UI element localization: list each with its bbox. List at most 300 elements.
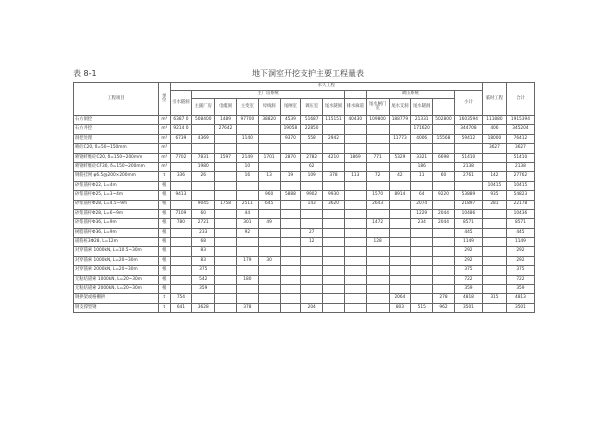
row-value — [258, 144, 280, 153]
row-value — [301, 294, 323, 303]
row-value: 44 — [236, 209, 258, 218]
row-value — [280, 228, 301, 237]
row-value — [323, 144, 345, 153]
row-value: 9220 — [433, 191, 455, 200]
row-value — [280, 275, 301, 284]
row-value: 445 — [506, 228, 534, 237]
table-caption — [73, 68, 543, 80]
row-value: 2149 — [236, 153, 258, 162]
row-value — [301, 256, 323, 265]
header-col-0: 引水隧洞 — [170, 91, 192, 116]
row-value: 935 — [483, 191, 507, 200]
row-value — [170, 256, 192, 265]
row-value: 1915394 — [506, 116, 534, 125]
row-item-name: 砂浆锚杆Φ28, L=4.5~9m — [74, 200, 159, 209]
row-unit: 根 — [159, 256, 170, 265]
table-row — [74, 294, 535, 303]
row-unit: t — [159, 294, 170, 303]
row-value: 59412 — [454, 134, 482, 143]
row-value: 180 — [236, 275, 258, 284]
row-value — [236, 266, 258, 275]
row-value — [483, 162, 507, 171]
table-row — [74, 116, 535, 125]
row-value: 19058 — [280, 125, 301, 134]
header-power-group: 主厂房系统 — [192, 91, 345, 99]
row-value — [483, 247, 507, 256]
row-item-name: 钢支撑型钢 — [74, 303, 159, 312]
row-value — [483, 228, 507, 237]
row-value: 27642 — [215, 125, 237, 134]
row-value — [280, 238, 301, 247]
row-unit: 根 — [159, 238, 170, 247]
row-value: 301 — [236, 219, 258, 228]
row-value: 53889 — [454, 191, 482, 200]
row-value: 292 — [506, 256, 534, 265]
row-value — [301, 209, 323, 218]
row-value: 1489 — [215, 116, 237, 125]
table-row — [74, 266, 535, 275]
row-value — [215, 256, 237, 265]
row-value: 542 — [192, 275, 215, 284]
row-value — [170, 200, 192, 209]
row-value — [258, 125, 280, 134]
row-value — [344, 294, 366, 303]
row-value — [280, 294, 301, 303]
row-value — [215, 275, 237, 284]
row-value — [280, 162, 301, 171]
row-value — [389, 181, 411, 190]
table-row — [74, 256, 535, 265]
row-item-name: 对穿锚索 2000kN, L=20~30m — [74, 266, 159, 275]
row-value: 143 — [301, 200, 323, 209]
row-value — [236, 125, 258, 134]
row-value: 2138 — [454, 162, 482, 171]
row-value: 179 — [236, 256, 258, 265]
row-value — [366, 228, 389, 237]
row-value — [215, 303, 237, 312]
row-value — [323, 125, 345, 134]
header-item: 工程项目 — [74, 83, 159, 116]
row-value: 4818 — [454, 294, 482, 303]
row-unit: t — [159, 172, 170, 181]
header-col-6: 调压室 — [301, 99, 323, 116]
row-value — [344, 144, 366, 153]
row-value: 10 — [236, 162, 258, 171]
row-value: 1980 — [192, 162, 215, 171]
row-value: 9045 — [192, 200, 215, 209]
row-value — [170, 238, 192, 247]
header-unit: 单位 — [159, 83, 170, 116]
row-value: 18000 — [483, 134, 507, 143]
row-value: 2761 — [454, 172, 482, 181]
row-unit: 根 — [159, 247, 170, 256]
row-value: 19 — [280, 172, 301, 181]
row-value: 1570 — [366, 191, 389, 200]
row-value: 1701 — [258, 153, 280, 162]
row-value — [301, 181, 323, 190]
row-item-name: 锚筋桩3Φ28, L=12m — [74, 238, 159, 247]
table-row — [74, 125, 535, 134]
row-value — [344, 209, 366, 218]
table-body — [74, 116, 535, 313]
row-value: 40430 — [344, 116, 366, 125]
header-col-10: 尾水支洞 — [389, 99, 411, 116]
row-value: 22178 — [506, 200, 534, 209]
row-unit: t — [159, 303, 170, 312]
row-value — [366, 285, 389, 294]
row-value: 3620 — [323, 200, 345, 209]
row-value — [411, 228, 433, 237]
row-value — [215, 191, 237, 200]
row-value: 10436 — [506, 209, 534, 218]
row-value — [215, 238, 237, 247]
row-value: 83 — [192, 247, 215, 256]
table-row — [74, 144, 535, 153]
row-value — [389, 247, 411, 256]
row-value: 1149 — [454, 238, 482, 247]
row-value: 188779 — [389, 116, 411, 125]
row-value — [344, 228, 366, 237]
row-value — [301, 285, 323, 294]
row-value: 2942 — [323, 134, 345, 143]
row-value: 142 — [483, 172, 507, 181]
row-item-name: 砂浆锚杆Φ36, L=9m — [74, 219, 159, 228]
row-value: 508400 — [192, 116, 215, 125]
row-value: 115151 — [323, 116, 345, 125]
row-value: 204 — [301, 303, 323, 312]
row-value — [366, 303, 389, 312]
row-value — [215, 181, 237, 190]
row-value — [433, 181, 455, 190]
row-value — [301, 266, 323, 275]
row-value: 3321 — [411, 153, 433, 162]
row-value — [344, 219, 366, 228]
row-value: 2064 — [389, 294, 411, 303]
row-value: 1758 — [215, 200, 237, 209]
row-value — [433, 256, 455, 265]
table-row — [74, 153, 535, 162]
header-subtotal: 小计 — [454, 91, 482, 116]
table-row — [74, 228, 535, 237]
row-value — [170, 228, 192, 237]
row-value: 315 — [483, 294, 507, 303]
row-value: 722 — [454, 275, 482, 284]
table-row — [74, 285, 535, 294]
table-row — [74, 275, 535, 284]
row-item-name: 石方井挖 — [74, 125, 159, 134]
row-value — [258, 238, 280, 247]
row-value: 72 — [366, 172, 389, 181]
row-value: 109 — [301, 172, 323, 181]
row-value — [389, 200, 411, 209]
row-value: 2643 — [366, 200, 389, 209]
row-value — [344, 303, 366, 312]
row-value: 641 — [170, 303, 192, 312]
row-value: 68 — [192, 238, 215, 247]
row-value: 62 — [301, 162, 323, 171]
row-value — [215, 144, 237, 153]
row-value: 962 — [433, 303, 455, 312]
row-unit: m³ — [159, 144, 170, 153]
header-col-2: 电缆洞 — [215, 99, 237, 116]
row-value: 60 — [192, 209, 215, 218]
row-value: 645 — [258, 200, 280, 209]
row-value: 109800 — [366, 116, 389, 125]
row-value: 10486 — [454, 209, 482, 218]
row-value — [483, 285, 507, 294]
row-value: 406 — [483, 125, 507, 134]
row-value: 10415 — [483, 181, 507, 190]
row-value — [192, 181, 215, 190]
row-value — [389, 238, 411, 247]
row-value — [301, 219, 323, 228]
row-value: 171620 — [411, 125, 433, 134]
row-value: 292 — [454, 247, 482, 256]
row-value: 26 — [192, 172, 215, 181]
row-item-name: 钢筋挂网 φ6.5@200×200mm — [74, 172, 159, 181]
header-col-5: 尾闸室 — [280, 99, 301, 116]
row-value — [170, 247, 192, 256]
row-value — [236, 144, 258, 153]
table-row — [74, 162, 535, 171]
row-item-name: 树脂锚杆Φ36, L=9m — [74, 228, 159, 237]
header-col-7: 尾水隧洞 — [323, 99, 345, 116]
row-value: 51410 — [506, 153, 534, 162]
row-value: 375 — [454, 266, 482, 275]
row-value — [411, 181, 433, 190]
row-value: 359 — [506, 285, 534, 294]
header-col-9: 尾水闸门室 — [366, 99, 389, 116]
row-value: 12 — [301, 238, 323, 247]
row-value — [366, 125, 389, 134]
row-value — [344, 256, 366, 265]
row-value: 3628 — [192, 303, 215, 312]
row-value: 2074 — [411, 200, 433, 209]
row-value — [215, 294, 237, 303]
row-value: 111880 — [483, 116, 507, 125]
row-value: 515 — [411, 303, 433, 312]
row-value: 4210 — [323, 153, 345, 162]
table-row — [74, 134, 535, 143]
row-value: 1472 — [366, 219, 389, 228]
row-value — [280, 303, 301, 312]
row-value — [323, 303, 345, 312]
row-value: 359 — [454, 285, 482, 294]
row-value — [366, 134, 389, 143]
row-value: 1229 — [411, 209, 433, 218]
row-unit: 根 — [159, 275, 170, 284]
row-value — [236, 191, 258, 200]
row-value — [215, 285, 237, 294]
row-value — [366, 209, 389, 218]
table-row — [74, 219, 535, 228]
row-value — [280, 200, 301, 209]
row-value: 344708 — [454, 125, 482, 134]
row-value: 378 — [323, 172, 345, 181]
row-value: 83 — [192, 256, 215, 265]
row-value: 42 — [389, 172, 411, 181]
row-value — [344, 125, 366, 134]
row-value — [280, 247, 301, 256]
row-unit: m³ — [159, 134, 170, 143]
header-col-4: 母线洞 — [258, 99, 280, 116]
row-value: 780 — [170, 219, 192, 228]
header-permanent: 永久工程 — [170, 83, 482, 91]
row-value — [170, 162, 192, 171]
row-value: 54823 — [506, 191, 534, 200]
row-value: 960 — [258, 191, 280, 200]
row-value — [280, 256, 301, 265]
row-unit: 根 — [159, 228, 170, 237]
row-value: 1869 — [344, 153, 366, 162]
row-value: 7831 — [192, 153, 215, 162]
row-value — [344, 200, 366, 209]
row-value — [258, 303, 280, 312]
row-item-name: 对穿锚索 1000kN, L=20~30m — [74, 256, 159, 265]
row-value: 278 — [433, 294, 455, 303]
row-value: 2138 — [506, 162, 534, 171]
row-value — [344, 191, 366, 200]
row-value — [215, 247, 237, 256]
row-value — [323, 238, 345, 247]
row-value: 375 — [506, 266, 534, 275]
row-value — [323, 247, 345, 256]
row-value — [483, 275, 507, 284]
row-value — [192, 294, 215, 303]
row-value — [258, 275, 280, 284]
row-value: 2870 — [280, 153, 301, 162]
row-value: 49 — [258, 219, 280, 228]
row-value: 233 — [192, 228, 215, 237]
row-value — [483, 256, 507, 265]
row-value — [236, 238, 258, 247]
row-value — [344, 181, 366, 190]
row-value — [344, 266, 366, 275]
row-value: 722 — [506, 275, 534, 284]
row-value: 292 — [506, 247, 534, 256]
header-diversion-group: 调压系统 — [366, 91, 454, 99]
row-value: 345204 — [506, 125, 534, 134]
row-value: 21331 — [411, 116, 433, 125]
row-value — [258, 247, 280, 256]
row-value — [258, 181, 280, 190]
row-value: 2511 — [236, 200, 258, 209]
row-value — [411, 238, 433, 247]
row-value — [280, 181, 301, 190]
row-value — [215, 209, 237, 218]
row-value — [170, 181, 192, 190]
row-value — [323, 209, 345, 218]
row-unit: 根 — [159, 266, 170, 275]
row-value — [344, 285, 366, 294]
table-row — [74, 247, 535, 256]
row-value — [411, 285, 433, 294]
row-value: 64 — [411, 191, 433, 200]
row-value — [366, 275, 389, 284]
row-value — [433, 162, 455, 171]
row-value: 6698 — [433, 153, 455, 162]
row-value: 9214 0 — [170, 125, 192, 134]
row-value — [280, 209, 301, 218]
row-value — [366, 266, 389, 275]
row-value: 1140 — [236, 134, 258, 143]
row-value: 7702 — [170, 153, 192, 162]
row-value: 502800 — [433, 116, 455, 125]
row-value — [344, 275, 366, 284]
table-row — [74, 191, 535, 200]
header-col-8: 排水廊道 — [344, 99, 366, 116]
row-value: 3627 — [483, 144, 507, 153]
row-value: 1149 — [506, 238, 534, 247]
row-value — [323, 181, 345, 190]
table-title: 地下洞室开挖支护主要工程量表 — [252, 69, 364, 78]
row-value — [170, 275, 192, 284]
row-value: 76412 — [506, 134, 534, 143]
header-col-11: 尾水隧洞 — [411, 99, 433, 116]
table-row — [74, 209, 535, 218]
row-item-name: 无粘结锚索 2000kN, L=20~30m — [74, 285, 159, 294]
row-value — [411, 275, 433, 284]
row-value — [389, 209, 411, 218]
row-value — [411, 294, 433, 303]
row-value: 21897 — [454, 200, 482, 209]
row-value: 8571 — [506, 219, 534, 228]
row-value — [389, 256, 411, 265]
row-unit: 根 — [159, 209, 170, 218]
row-value — [323, 266, 345, 275]
row-value — [389, 228, 411, 237]
row-value: 1597 — [215, 153, 237, 162]
row-value: 378 — [236, 303, 258, 312]
row-unit: 根 — [159, 191, 170, 200]
row-value — [344, 134, 366, 143]
row-value — [301, 144, 323, 153]
row-value — [192, 191, 215, 200]
row-value: 1603594 — [454, 116, 482, 125]
table-row — [74, 181, 535, 190]
row-value — [433, 200, 455, 209]
row-value — [344, 247, 366, 256]
row-value: 9413 — [170, 191, 192, 200]
row-value: 6739 — [170, 134, 192, 143]
row-value — [366, 144, 389, 153]
row-value — [258, 294, 280, 303]
row-value: 9370 — [280, 134, 301, 143]
row-value — [483, 209, 507, 218]
row-value — [411, 256, 433, 265]
row-value: 771 — [366, 153, 389, 162]
row-value: 8571 — [454, 219, 482, 228]
row-value: 22850 — [301, 125, 323, 134]
row-value — [192, 144, 215, 153]
row-value — [236, 294, 258, 303]
row-unit: 根 — [159, 181, 170, 190]
row-value — [389, 162, 411, 171]
row-value — [258, 209, 280, 218]
row-value — [366, 256, 389, 265]
table-number: 表 8-1 — [73, 69, 97, 78]
row-value: 16 — [236, 172, 258, 181]
row-value: 51410 — [454, 153, 482, 162]
row-value — [389, 144, 411, 153]
row-value: 558 — [301, 134, 323, 143]
row-value — [215, 162, 237, 171]
row-value — [258, 228, 280, 237]
row-value — [389, 266, 411, 275]
row-value — [389, 275, 411, 284]
row-value: 2044 — [433, 209, 455, 218]
row-value: 15568 — [433, 134, 455, 143]
